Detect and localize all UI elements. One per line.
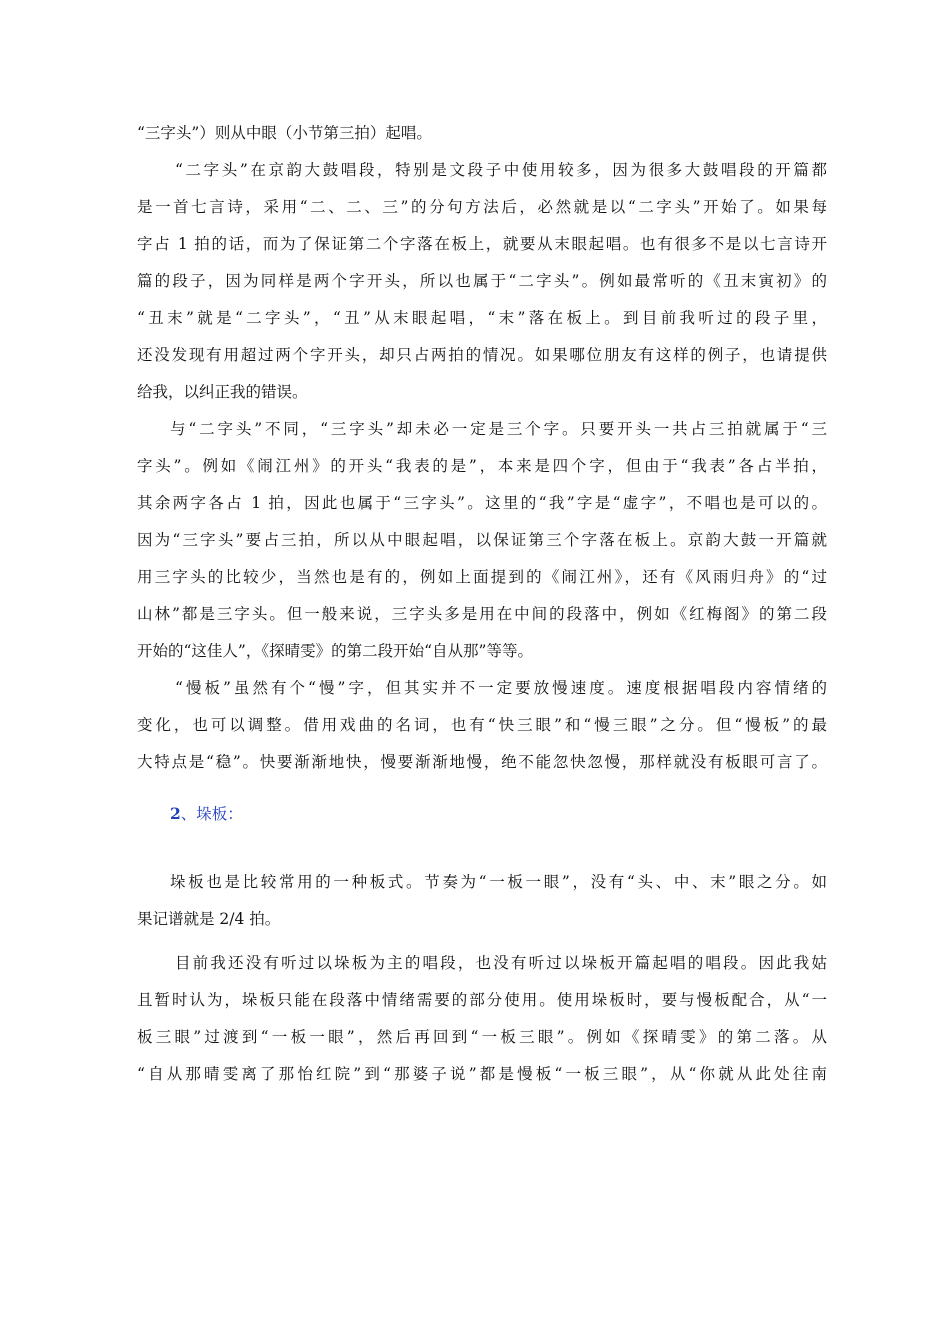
paragraph-san-zi-tou <box>137 414 827 666</box>
paragraph-er-zi-tou <box>137 155 827 407</box>
text-line: 字头”。例如《闹江州》的开头“我表的是”，本来是四个字，但由于“我表”各占半拍， <box>137 457 827 475</box>
text-line: 篇的段子，因为同样是两个字开头，所以也属于“二字头”。例如最常听的《丑末寅初》的 <box>137 272 827 290</box>
text-line: 字占 1 拍的话，而为了保证第二个字落在板上，就要从末眼起唱。也有很多不是以七言诗开 <box>137 235 827 253</box>
section-number: 2 <box>170 804 181 823</box>
text-line: 是一首七言诗，采用“二、二、三”的分句方法后，必然就是以“二字头”开始了。如果每 <box>137 198 827 216</box>
text-line: 且暂时认为，垛板只能在段落中情绪需要的部分使用。使用垛板时，要与慢板配合，从“一 <box>137 991 827 1009</box>
text-line: “二字头”在京韵大鼓唱段，特别是文段子中使用较多，因为很多大鼓唱段的开篇都 <box>175 161 827 179</box>
paragraph-duo-ban-intro <box>137 867 827 934</box>
text-line: 果记谱就是 2/4 拍。 <box>137 910 281 928</box>
paragraph-continuation <box>137 118 827 148</box>
text-line: 大特点是“稳”。快要渐渐地快，慢要渐渐地慢，绝不能忽快忽慢，那样就没有板眼可言了。 <box>137 753 827 771</box>
text-line: “丑末”就是“二字头”，“丑”从末眼起唱，“末”落在板上。到目前我听过的段子里， <box>137 309 827 327</box>
text-line: 开始的“这佳人”，《探晴雯》的第二段开始“自从那”等等。 <box>137 642 533 660</box>
paragraph-man-ban <box>137 673 827 777</box>
section-title: 、垛板： <box>180 805 243 823</box>
text-line: 板三眼”过渡到“一板一眼”，然后再回到“一板三眼”。例如《探晴雯》的第二落。从 <box>137 1028 827 1046</box>
text-line: 山林”都是三字头。但一般来说，三字头多是用在中间的段落中，例如《红梅阁》的第二段 <box>137 605 827 623</box>
paragraph-duo-ban-usage <box>137 948 827 1089</box>
text-line: 其余两字各占 1 拍，因此也属于“三字头”。这里的“我”字是“虚字”，不唱也是可以的。 <box>137 494 827 512</box>
text-line: 还没发现有用超过两个字开头，却只占两拍的情况。如果哪位朋友有这样的例子，也请提供 <box>137 346 827 364</box>
text-line: 给我，以纠正我的错误。 <box>137 383 308 401</box>
text-line: 用三字头的比较少，当然也是有的，例如上面提到的《闹江州》，还有《风雨归舟》的“过 <box>137 568 827 586</box>
text-line: “三字头”）则从中眼（小节第三拍）起唱。 <box>137 124 432 142</box>
document-page <box>137 118 827 1089</box>
section-heading <box>137 799 827 829</box>
text-line: 变化，也可以调整。借用戏曲的名词，也有“快三眼”和“慢三眼”之分。但“慢板”的最 <box>137 716 827 734</box>
text-line: 目前我还没有听过以垛板为主的唱段，也没有听过以垛板开篇起唱的唱段。因此我姑 <box>175 954 827 972</box>
text-line: “自从那晴雯离了那怡红院”到“那婆子说”都是慢板“一板三眼”，从“你就从此处往南 <box>137 1065 827 1083</box>
text-line: 因为“三字头”要占三拍，所以从中眼起唱，以保证第三个字落在板上。京韵大鼓一开篇就 <box>137 531 827 549</box>
text-line: 垛板也是比较常用的一种板式。节奏为“一板一眼”，没有“头、中、末”眼之分。如 <box>170 873 827 891</box>
text-line: 与“二字头”不同，“三字头”却未必一定是三个字。只要开头一共占三拍就属于“三 <box>170 420 827 438</box>
text-line: “慢板”虽然有个“慢”字，但其实并不一定要放慢速度。速度根据唱段内容情绪的 <box>175 679 827 697</box>
